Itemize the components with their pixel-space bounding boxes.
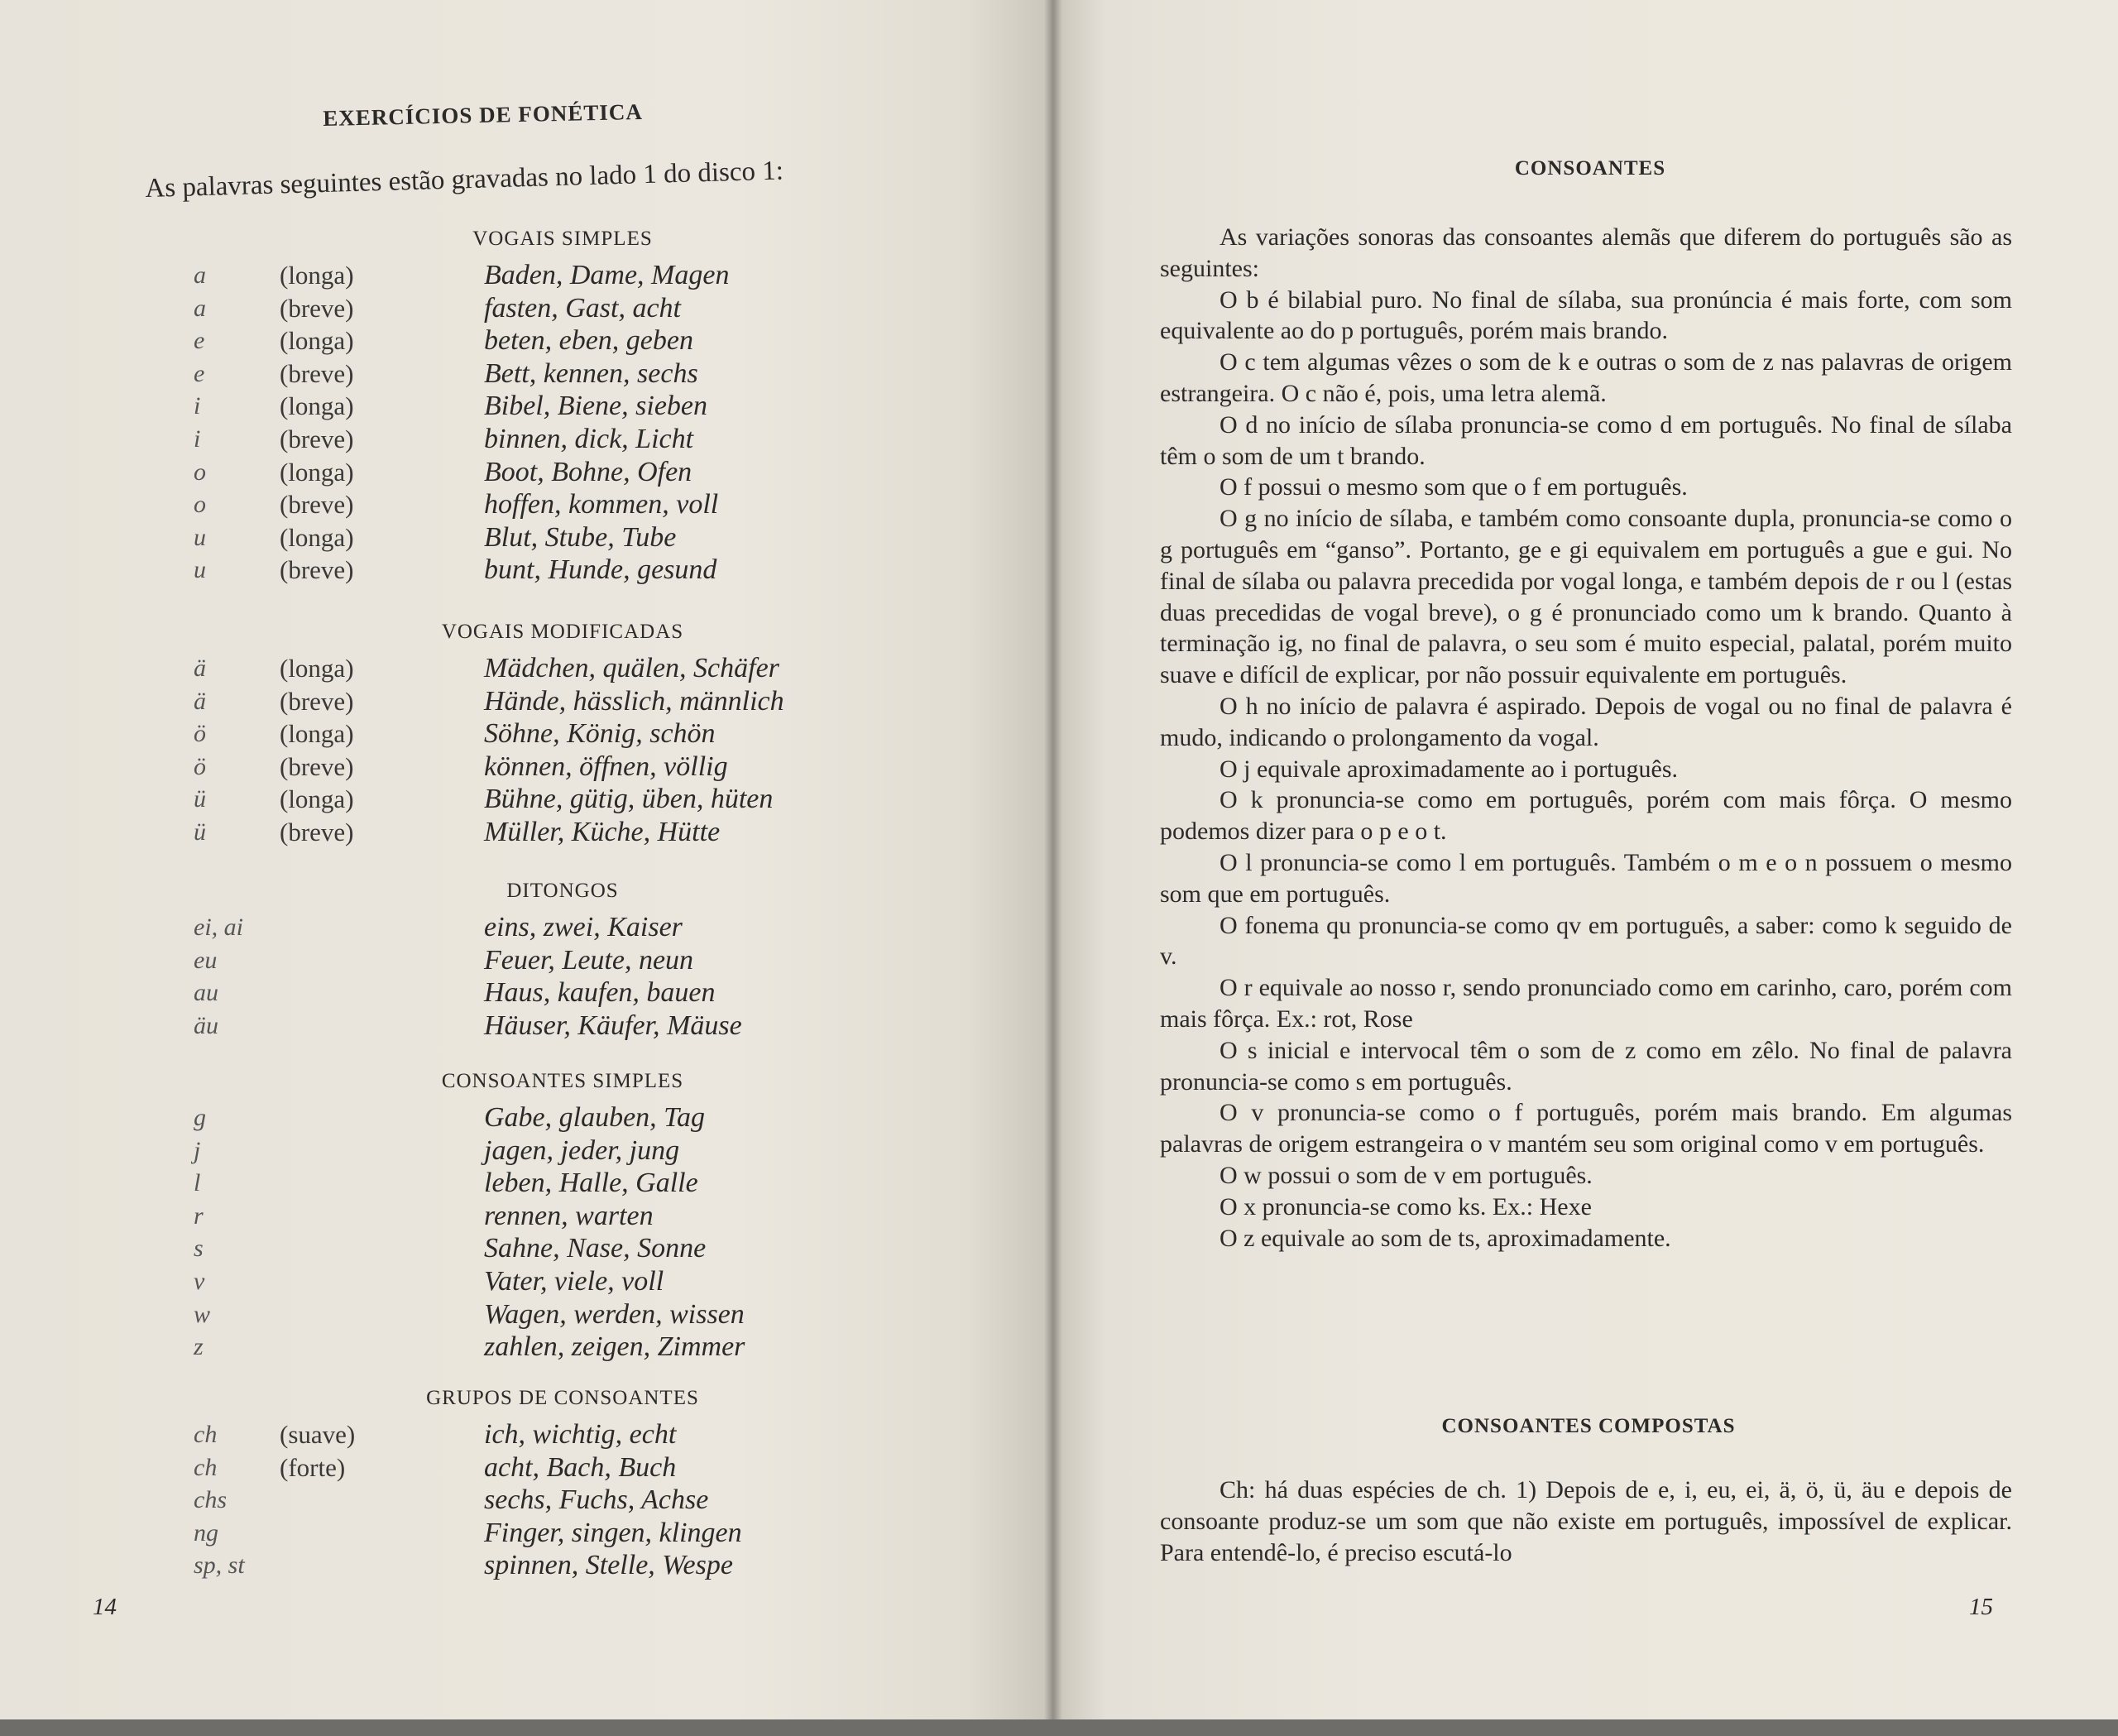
word-list [190, 259, 902, 587]
letter-symbol: r [194, 1201, 204, 1230]
word-row [190, 1298, 902, 1331]
paragraph: Ch: há duas espécies de ch. 1) Depois de e, i, eu, ei, ä, ö, ü, äu e depois de consoante produz-se um som que não existe em português, impossível de explicar. Para entendê-lo, é preciso escutá-lo [1160, 1476, 2012, 1566]
word-row [190, 1167, 902, 1200]
word-row [190, 423, 902, 456]
section-heading: VOGAIS SIMPLES [472, 228, 653, 250]
example-words: Baden, Dame, Magen [484, 260, 730, 290]
letter-symbol: a [194, 294, 206, 322]
length-label: (longa) [280, 391, 354, 421]
letter-symbol: ö [194, 720, 206, 748]
word-row [190, 685, 902, 718]
word-row [190, 717, 902, 751]
word-row [190, 652, 902, 685]
word-list [190, 652, 902, 849]
example-words: Hände, hässlich, männlich [484, 685, 784, 717]
example-words: Bühne, gütig, üben, hüten [484, 784, 774, 815]
letter-symbol: ei, ai [194, 914, 243, 941]
letter-symbol: chs [194, 1486, 227, 1514]
paragraph: O c tem algumas vêzes o som de k e outras o som de z nas palavras de origem estrangeira. O c não é, pois, uma letra alemã. [1160, 348, 2012, 407]
example-words: rennen, warten [484, 1200, 654, 1231]
word-row [190, 1331, 902, 1364]
paragraph: O x pronuncia-se como ks. Ex.: Hexe [1220, 1192, 1592, 1220]
section-consoantes-simples [190, 1070, 902, 1364]
example-words: zahlen, zeigen, Zimmer [484, 1331, 745, 1363]
example-words: Haus, kaufen, bauen [484, 977, 716, 1009]
example-words: eins, zwei, Kaiser [484, 912, 683, 942]
letter-symbol: ä [194, 655, 206, 682]
word-row [190, 390, 902, 423]
word-row [190, 1009, 902, 1043]
word-list [190, 911, 902, 1042]
length-label: (breve) [280, 686, 354, 716]
word-row [190, 1517, 902, 1550]
word-list [190, 1418, 902, 1582]
example-words: fasten, Gast, acht [484, 292, 681, 324]
length-label: (longa) [280, 719, 354, 749]
letter-symbol: o [194, 458, 206, 486]
word-row [190, 1232, 902, 1265]
letter-symbol: u [194, 523, 206, 551]
letter-symbol: a [194, 261, 206, 289]
intro-text: As palavras seguintes estão gravadas no lado 1 do disco 1: [145, 156, 784, 204]
letter-symbol: sp, st [194, 1551, 245, 1580]
length-label: (breve) [280, 817, 354, 846]
example-words: jagen, jeder, jung [484, 1134, 680, 1166]
example-words: bunt, Hunde, gesund [484, 554, 717, 586]
paragraph: O l pronuncia-se como l em português. Também o m e o n possuem o mesmo som que em português. [1160, 848, 2012, 908]
page-number-left: 14 [93, 1594, 117, 1620]
length-label: (longa) [280, 522, 354, 552]
length-label: (longa) [280, 326, 354, 356]
example-words: leben, Halle, Galle [484, 1168, 698, 1199]
example-words: Söhne, König, schön [484, 718, 716, 750]
book-gutter [1044, 0, 1062, 1736]
paragraph: O k pronuncia-se como em português, porém com mais fôrça. O mesmo podemos dizer para o p e o t. [1160, 786, 2012, 846]
word-row [190, 259, 902, 292]
section-title-consoantes-compostas: CONSOANTES COMPOSTAS [1441, 1415, 1736, 1437]
length-label: (breve) [280, 358, 354, 388]
letter-symbol: eu [194, 946, 218, 974]
letter-symbol: i [194, 424, 201, 453]
word-row [190, 911, 902, 944]
word-row [190, 1200, 902, 1233]
word-row [190, 1134, 902, 1168]
section-grupos-consoantes [190, 1387, 902, 1582]
paragraph: O b é bilabial puro. No final de sílaba, sua pronúncia é mais forte, com som equivalente ao do p português, porém mais brando. [1160, 285, 2012, 345]
paragraph: O r equivale ao nosso r, sendo pronunciado como em carinho, caro, porém com mais fôrça. Ex.: rot, Rose [1160, 974, 2012, 1033]
example-words: Feuer, Leute, neun [484, 944, 694, 976]
letter-symbol: e [194, 327, 205, 355]
paragraph: O v pronuncia-se como o f português, porém mais brando. Em algumas palavras de origem estrangeira o v mantém seu som original como v em português. [1160, 1099, 2012, 1158]
example-words: ich, wichtig, echt [484, 1419, 677, 1450]
word-row [190, 816, 902, 849]
section-title-consoantes: CONSOANTES [1514, 157, 1666, 180]
word-row [190, 976, 902, 1009]
section-heading: CONSOANTES SIMPLES [441, 1070, 684, 1092]
example-words: binnen, dick, Licht [484, 423, 694, 454]
word-row [190, 292, 902, 325]
length-label: (longa) [280, 784, 354, 814]
page-number-right: 15 [1969, 1594, 1993, 1620]
letter-symbol: ö [194, 752, 206, 780]
paragraph: O z equivale ao som de ts, aproximadamente. [1220, 1224, 1671, 1252]
word-row [190, 456, 902, 489]
word-row [190, 554, 902, 587]
letter-symbol: u [194, 556, 206, 584]
letter-symbol: v [194, 1267, 205, 1295]
section-ditongos [190, 880, 902, 1042]
letter-symbol: w [194, 1300, 211, 1328]
table-edge [0, 1719, 2118, 1736]
length-label: (breve) [280, 555, 354, 585]
letter-symbol: e [194, 359, 205, 387]
example-words: acht, Bach, Buch [484, 1451, 677, 1483]
paragraph: O j equivale aproximadamente ao i português. [1220, 755, 1678, 783]
word-row [190, 488, 902, 521]
word-row [190, 1265, 902, 1298]
consoantes-compostas-text [1160, 1475, 2012, 1568]
paragraph: O f possui o mesmo som que o f em português. [1220, 473, 1688, 501]
length-label: (longa) [280, 457, 354, 487]
example-words: sechs, Fuchs, Achse [484, 1484, 709, 1516]
example-words: Bibel, Biene, sieben [484, 391, 708, 422]
letter-symbol: o [194, 491, 206, 519]
length-label: (breve) [280, 751, 354, 781]
paragraph: O s inicial e intervocal têm o som de z como em zêlo. No final de palavra pronuncia-se como s em português. [1160, 1036, 2012, 1096]
paragraph: O h no início de palavra é aspirado. Depois de vogal ou no final de palavra é mudo, indicando o prolongamento da vogal. [1160, 692, 2012, 751]
letter-symbol: l [194, 1169, 201, 1197]
length-label: (longa) [280, 261, 354, 290]
word-row [190, 1484, 902, 1517]
example-words: können, öffnen, völlig [484, 751, 728, 782]
letter-symbol: g [194, 1104, 206, 1131]
page-title: EXERCÍCIOS DE FONÉTICA [323, 98, 644, 131]
example-words: spinnen, Stelle, Wespe [484, 1550, 733, 1581]
example-words: Häuser, Käufer, Mäuse [484, 1009, 742, 1041]
section-vogais-simples [190, 228, 902, 587]
left-page [0, 0, 1052, 1736]
example-words: Sahne, Nase, Sonne [484, 1233, 707, 1264]
paragraph: As variações sonoras das consoantes alemãs que diferem do português são as seguintes: [1160, 223, 2012, 282]
letter-symbol: au [194, 979, 218, 1007]
word-row [190, 1549, 902, 1582]
word-row [190, 324, 902, 357]
length-label: (suave) [280, 1420, 356, 1449]
letter-symbol: ä [194, 687, 206, 715]
letter-symbol: ü [194, 785, 206, 813]
letter-symbol: äu [194, 1011, 218, 1039]
paragraph: O g no início de sílaba, e também como consoante dupla, pronuncia-se como o g português em “ganso”. Portanto, ge e gi equivalem em português a gue e gui. No final de sílaba ou palavra precedida por vogal longa, e também depois de r ou l (estas duas precedidas de vogal breve), o g é pronunciado como um k brando. Quanto à terminação ig, no final de palavra, o seu som é muito especial, palatal, porém muito suave e difícil de explicar, por não possuir equivalente em português. [1160, 505, 2012, 689]
letter-symbol: z [194, 1333, 204, 1361]
word-row [190, 944, 902, 977]
length-label: (longa) [280, 654, 354, 683]
example-words: hoffen, kommen, voll [484, 489, 719, 520]
paragraph: O w possui o som de v em português. [1220, 1161, 1593, 1189]
example-words: Mädchen, quälen, Schäfer [484, 653, 779, 683]
example-words: beten, eben, geben [484, 325, 693, 357]
letter-symbol: ch [194, 1421, 218, 1448]
word-row [190, 783, 902, 816]
letter-symbol: ü [194, 818, 206, 846]
example-words: Bett, kennen, sechs [484, 357, 698, 389]
example-words: Boot, Bohne, Ofen [484, 456, 692, 487]
letter-symbol: ng [194, 1518, 218, 1547]
letter-symbol: j [194, 1136, 201, 1164]
section-heading: GRUPOS DE CONSOANTES [426, 1387, 699, 1409]
section-vogais-modificadas [190, 621, 902, 849]
example-words: Vater, viele, voll [484, 1265, 664, 1297]
section-heading: DITONGOS [506, 880, 619, 902]
section-heading: VOGAIS MODIFICADAS [441, 621, 684, 643]
length-label: (breve) [280, 490, 354, 520]
length-label: (breve) [280, 293, 354, 323]
length-label: (breve) [280, 424, 354, 453]
letter-symbol: ch [194, 1453, 218, 1481]
example-words: Blut, Stube, Tube [484, 521, 677, 553]
word-row [190, 357, 902, 391]
word-row [190, 521, 902, 554]
example-words: Wagen, werden, wissen [484, 1298, 745, 1330]
word-row [190, 1418, 902, 1451]
paragraph: O fonema qu pronuncia-se como qv em português, a saber: como k seguido de v. [1160, 911, 2012, 971]
example-words: Finger, singen, klingen [484, 1517, 742, 1548]
word-row [190, 1101, 902, 1134]
consoantes-text [1160, 222, 2012, 1254]
word-row [190, 1451, 902, 1484]
paragraph: O d no início de sílaba pronuncia-se como d em português. No final de sílaba têm o som de um t brando. [1160, 410, 2012, 470]
letter-symbol: i [194, 392, 201, 420]
example-words: Müller, Küche, Hütte [484, 816, 721, 847]
letter-symbol: s [194, 1235, 204, 1263]
length-label: (forte) [280, 1452, 346, 1482]
word-row [190, 751, 902, 784]
word-list [190, 1101, 902, 1364]
example-words: Gabe, glauben, Tag [484, 1102, 705, 1133]
